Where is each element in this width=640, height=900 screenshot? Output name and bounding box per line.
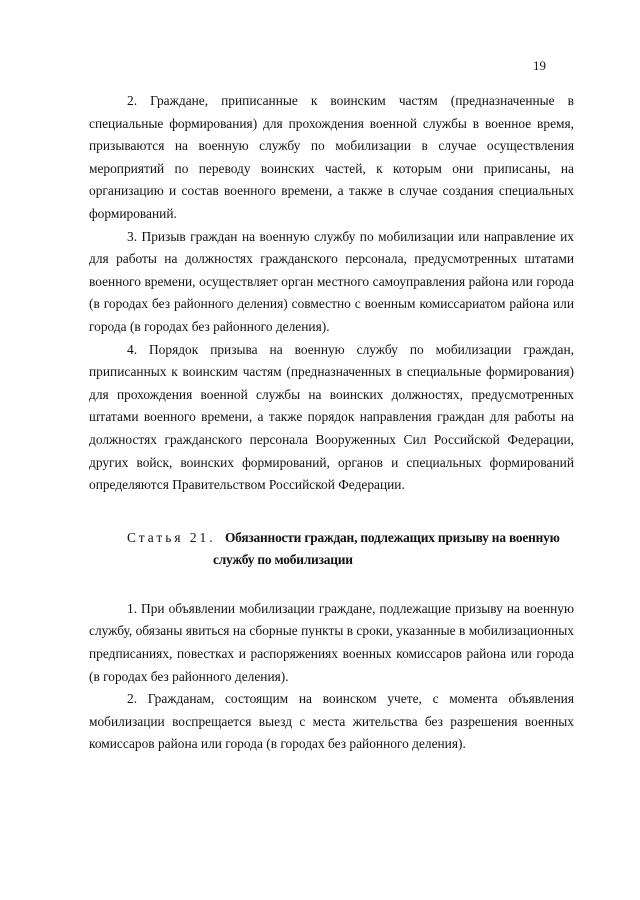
article-heading [89, 527, 574, 572]
article-paragraph-1: 1. При объявлении мобилизации граждане, подлежащие призыву на военную службу, обязаны явиться на сборные пункты в сроки, указанные в мобилизационных предписаниях, повестках и распоряжениях военных комиссаров района или города (в городах без районного деления). [89, 600, 574, 684]
article-title-continuation: службу по мобилизации [213, 552, 353, 568]
article-paragraph-2: 2. Гражданам, состоящим на воинском учете, с момента объявления мобилизации воспрещается выезд с места жительства без разрешения военных комиссаров района или города (в городах без районного деления). [89, 691, 574, 752]
article-title: Обязанности граждан, подлежащих призыву на военную [224, 529, 560, 545]
paragraph-item-4: 4. Порядок призыва на военную службу по мобилизации граждан, приписанных к воинским частям (предназначенных в специальные формирования) для прохождения военной службы на воинских должностях, предусмотренных штатами военного времени, а также порядок направления граждан для работы на должностях гражданского персонала Вооруженных Сил Российской Федерации, других войск, воинских формирований, органов и специальных формирований определяются Правительством Российской Федерации. [89, 341, 574, 493]
section-spacer [89, 572, 574, 598]
paragraph-item-2: 2. Граждане, приписанные к воинским частям (предназначенные в специальные формирования) для прохождения военной службы в военное время, призываются на военную службу по мобилизации в случае осуществления мероприятий по переводу воинских частей, к которым они приписаны, на организацию и состав военного времени, а также в случае создания специальных формирований. [89, 93, 574, 221]
page-number: 19 [533, 58, 546, 73]
paragraph-item-3: 3. Призыв граждан на военную службу по мобилизации или направление их для работы на должностях гражданского персонала, предусмотренных штатами военного времени, осуществляет орган местного самоуправления района или города (в городах без районного деления) совместно с военным комиссариатом района или города (в городах без районного деления). [89, 228, 574, 334]
document-body [89, 90, 574, 756]
article-label: Статья 21. [127, 529, 216, 545]
article-heading-line-1 [89, 527, 574, 550]
